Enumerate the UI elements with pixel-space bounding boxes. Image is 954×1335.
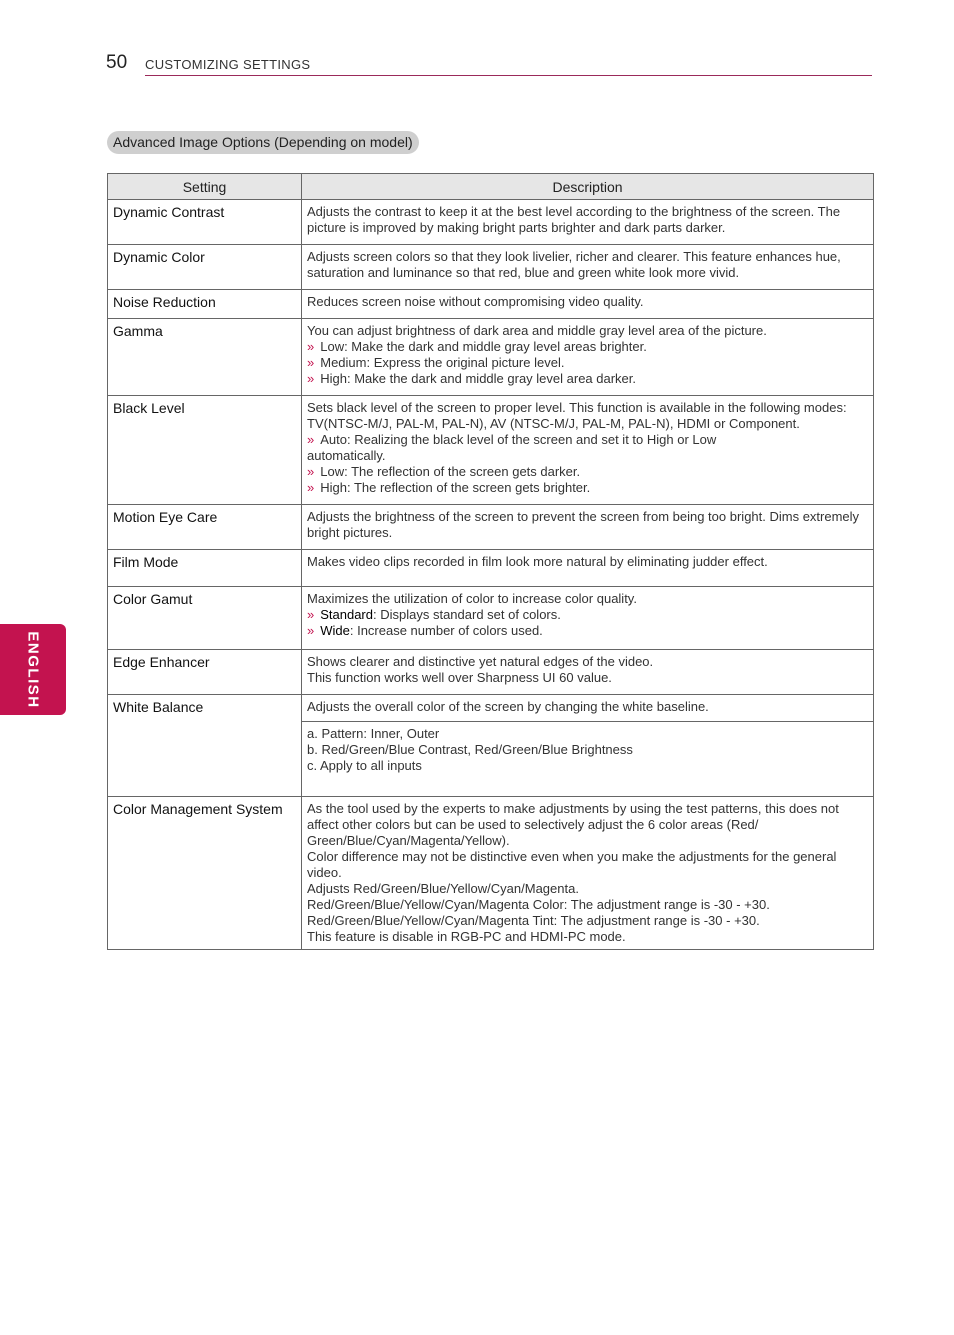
bullet-item: » Low: Make the dark and middle gray level areas brighter. xyxy=(307,339,647,354)
description-text: Shows clearer and distinctive yet natural edges of the video. xyxy=(307,654,654,669)
setting-description xyxy=(302,319,874,396)
setting-name: Edge Enhancer xyxy=(108,650,302,695)
section-title: CUSTOMIZING SETTINGS xyxy=(145,57,311,72)
setting-name: Dynamic Color xyxy=(108,245,302,290)
settings-table xyxy=(107,173,874,950)
bullet-chevron-icon: » xyxy=(307,339,315,354)
setting-description xyxy=(302,245,874,290)
table-row xyxy=(108,695,874,722)
description-text: Adjusts the brightness of the screen to prevent the screen from being too bright. Dims extremely bright pictures. xyxy=(307,509,860,540)
table-row xyxy=(108,550,874,587)
setting-name: Black Level xyxy=(108,396,302,505)
setting-name: Color Gamut xyxy=(108,587,302,650)
bullet-chevron-icon: » xyxy=(307,480,315,495)
description-text: Adjusts screen colors so that they look livelier, richer and clearer. This feature enhances hue, saturation and luminance so that red, blue and green white look more vivid. xyxy=(307,249,841,280)
description-text: b. Red/Green/Blue Contrast, Red/Green/Blue Brightness xyxy=(307,742,633,757)
subheading-pill: Advanced Image Options (Depending on model) xyxy=(107,131,419,154)
setting-name: Film Mode xyxy=(108,550,302,587)
bullet-item: » High: Make the dark and middle gray level area darker. xyxy=(307,371,637,386)
setting-name: Motion Eye Care xyxy=(108,505,302,550)
table-row xyxy=(108,200,874,245)
description-text: Reduces screen noise without compromising video quality. xyxy=(307,294,644,309)
setting-name: Color Management System xyxy=(108,797,302,950)
setting-description xyxy=(302,505,874,550)
description-text: You can adjust brightness of dark area and middle gray level area of the picture. xyxy=(307,323,767,338)
description-text: Adjusts Red/Green/Blue/Yellow/Cyan/Magenta. xyxy=(307,881,579,896)
description-text: Adjusts the overall color of the screen by changing the white baseline. xyxy=(307,699,709,714)
setting-description xyxy=(302,797,874,950)
table-row xyxy=(108,319,874,396)
column-header-description: Description xyxy=(302,174,874,200)
table-row xyxy=(108,396,874,505)
setting-description xyxy=(302,396,874,505)
table-header-row xyxy=(108,174,874,200)
table-row xyxy=(108,650,874,695)
description-text: Adjusts the contrast to keep it at the best level according to the brightness of the screen. The picture is improved by making bright parts brighter and dark parts darker. xyxy=(307,204,841,235)
setting-description xyxy=(302,722,874,797)
bullet-item: » Standard: Displays standard set of colors. xyxy=(307,607,561,622)
column-header-setting: Setting xyxy=(108,174,302,200)
description-text: This function works well over Sharpness UI 60 value. xyxy=(307,670,612,685)
description-text: This feature is disable in RGB-PC and HDMI-PC mode. xyxy=(307,929,626,944)
description-text: Color difference may not be distinctive even when you make the adjustments for the general video. xyxy=(307,849,837,880)
table-row xyxy=(108,587,874,650)
setting-description xyxy=(302,587,874,650)
setting-description xyxy=(302,695,874,722)
bullet-item: » Medium: Express the original picture level. xyxy=(307,355,565,370)
table-row xyxy=(108,245,874,290)
bullet-chevron-icon: » xyxy=(307,371,315,386)
description-text: a. Pattern: Inner, Outer xyxy=(307,726,440,741)
description-text: Red/Green/Blue/Yellow/Cyan/Magenta Tint: The adjustment range is -30 - +30. xyxy=(307,913,760,928)
table-row xyxy=(108,505,874,550)
bullet-item: » Auto: Realizing the black level of the screen and set it to High or Low xyxy=(307,432,717,447)
table-row xyxy=(108,290,874,319)
setting-name: Gamma xyxy=(108,319,302,396)
setting-description xyxy=(302,650,874,695)
description-text: Maximizes the utilization of color to increase color quality. xyxy=(307,591,637,606)
bullet-chevron-icon: » xyxy=(307,432,315,447)
bullet-chevron-icon: » xyxy=(307,623,315,638)
setting-name: Noise Reduction xyxy=(108,290,302,319)
description-text: Sets black level of the screen to proper level. This function is available in the following modes: TV(NTSC-M/J, PAL-M, PAL-N), AV (NTSC-M/J, PAL-M, PAL-N), HDMI or Component. xyxy=(307,400,847,431)
bullet-chevron-icon: » xyxy=(307,355,315,370)
bullet-continuation: automatically. xyxy=(307,448,386,463)
description-text: As the tool used by the experts to make adjustments by using the test patterns, this does not affect other colors but can be used to selectively adjust the 6 color areas (Red/ Green/Blue/Cyan/Magenta/Yellow). xyxy=(307,801,839,848)
description-text: Red/Green/Blue/Yellow/Cyan/Magenta Color: The adjustment range is -30 - +30. xyxy=(307,897,770,912)
bullet-chevron-icon: » xyxy=(307,607,315,622)
language-tab-label: ENGLISH xyxy=(24,630,42,709)
description-text: c. Apply to all inputs xyxy=(307,758,422,773)
table-row xyxy=(108,797,874,950)
bullet-chevron-icon: » xyxy=(307,464,315,479)
bullet-item: » Low: The reflection of the screen gets darker. xyxy=(307,464,581,479)
setting-description xyxy=(302,550,874,587)
language-tab xyxy=(0,624,66,715)
header-rule xyxy=(145,75,872,76)
page-number: 50 xyxy=(106,52,128,73)
setting-description xyxy=(302,200,874,245)
description-text: Makes video clips recorded in film look more natural by eliminating judder effect. xyxy=(307,554,768,569)
bullet-item: » High: The reflection of the screen gets brighter. xyxy=(307,480,591,495)
setting-name: White Balance xyxy=(108,695,302,797)
setting-name: Dynamic Contrast xyxy=(108,200,302,245)
bullet-item: » Wide: Increase number of colors used. xyxy=(307,623,543,638)
setting-description xyxy=(302,290,874,319)
